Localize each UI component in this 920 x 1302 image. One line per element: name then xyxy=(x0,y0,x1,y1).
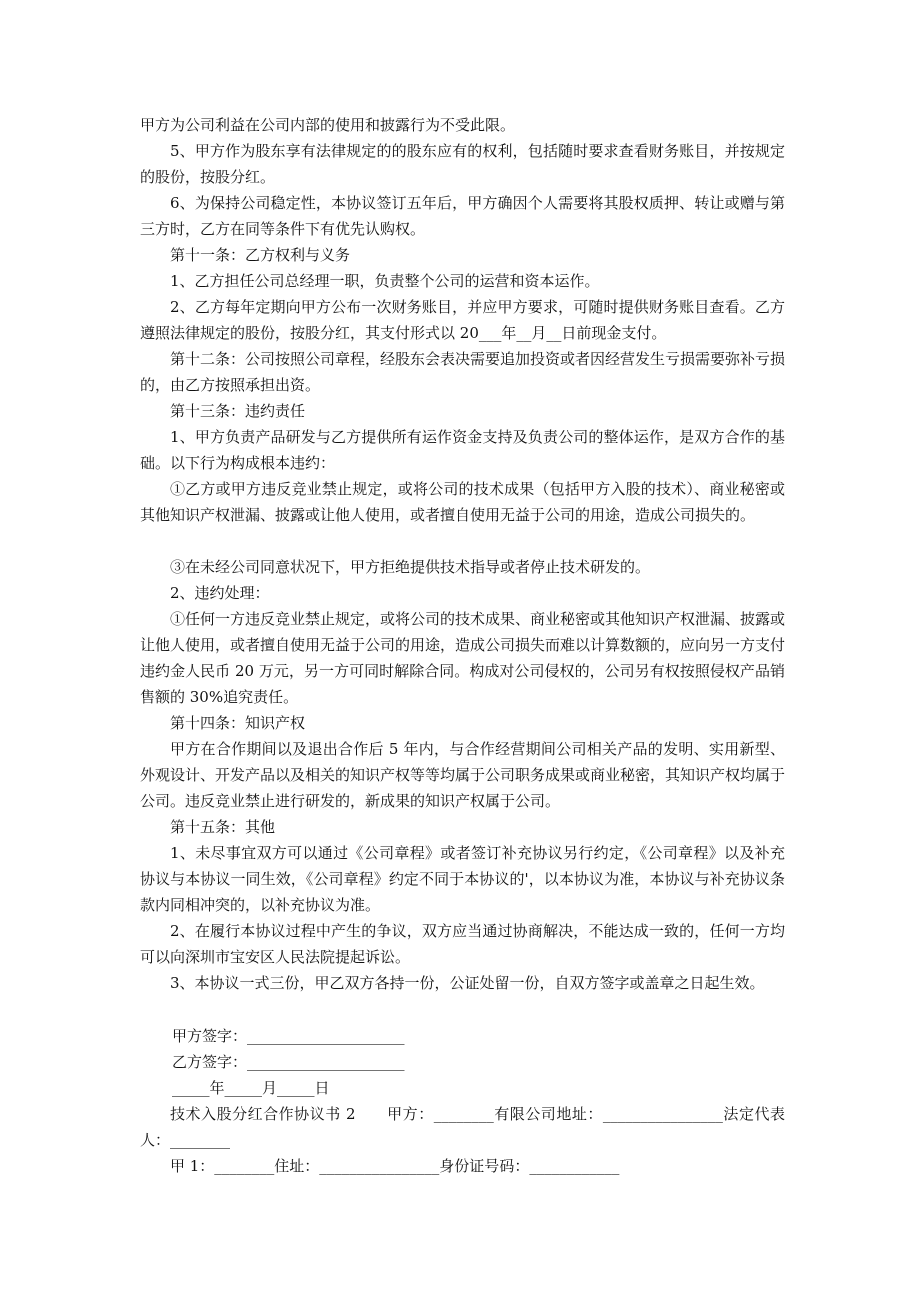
paragraph: ①乙方或甲方违反竞业禁止规定，或将公司的技术成果（包括甲方入股的技术）、商业秘密或其他知识产权泄漏、披露或让他人使用，或者擅自使用无益于公司的用途，造成公司损失的。 xyxy=(140,480,785,524)
paragraph: 2、在履行本协议过程中产生的争议，双方应当通过协商解决，不能达成一致的，任何一方均可以向深圳市宝安区人民法院提起诉讼。 xyxy=(140,922,785,966)
party-a-signature-line: 甲方签字：_____________________ xyxy=(172,1027,405,1045)
paragraph: 甲方为公司利益在公司内部的使用和披露行为不受此限。 xyxy=(140,116,516,134)
paragraph: 2、违约处理： xyxy=(170,584,270,602)
party-b-signature-line: 乙方签字：_____________________ xyxy=(172,1053,405,1071)
paragraph: 1、未尽事宜双方可以通过《公司章程》或者签订补充协议另行约定，《公司章程》以及补充协议与本协议一同生效，《公司章程》约定不同于本协议的'，以本协议为准，本协议与补充协议条款内同相冲突的，以补充协议为准。 xyxy=(140,844,785,914)
paragraph: 第十二条：公司按照公司章程，经股东会表决需要追加投资或者因经营发生亏损需要弥补亏损的，由乙方按照承担出资。 xyxy=(140,350,786,394)
paragraph: ③在未经公司同意状况下，甲方拒绝提供技术指导或者停止技术研发的。 xyxy=(170,558,651,576)
paragraph: ①任何一方违反竞业禁止规定，或将公司的技术成果、商业秘密或其他知识产权泄漏、披露或让他人使用，或者擅自使用无益于公司的用途，造成公司损失而难以计算数额的，应向另一方支付违约金人民币 20 万元，另一方可同时解除合同。构成对公司侵权的，公司另有权按照侵权产品销售额的 30%追究责任。 xyxy=(140,610,786,706)
next-document-heading: 技术入股分红合作协议书 2 甲方：________有限公司地址：________________法定代表人：________ xyxy=(140,1105,785,1149)
paragraph: 1、甲方负责产品研发与乙方提供所有运作资金支持及负责公司的整体运作，是双方合作的基础。以下行为构成根本违约： xyxy=(140,428,785,472)
section-heading: 第十一条：乙方权利与义务 xyxy=(170,246,351,264)
paragraph: 甲方在合作期间以及退出合作后 5 年内，与合作经营期间公司相关产品的发明、实用新型、外观设计、开发产品以及相关的知识产权等等均属于公司职务成果或商业秘密，其知识产权均属于公司。违反竞业禁止进行研发的，新成果的知识产权属于公司。 xyxy=(140,740,786,810)
paragraph: 6、为保持公司稳定性，本协议签订五年后，甲方确因个人需要将其股权质押、转让或赠与第三方时，乙方在同等条件下有优先认购权。 xyxy=(140,194,785,238)
section-heading: 第十三条：违约责任 xyxy=(170,402,306,420)
next-document-party-line: 甲 1：________住址：________________身份证号码：____________ xyxy=(170,1157,620,1175)
paragraph: 1、乙方担任公司总经理一职，负责整个公司的运营和资本运作。 xyxy=(170,272,600,290)
paragraph: 2、乙方每年定期向甲方公布一次财务账目，并应甲方要求，可随时提供财务账目查看。乙方遵照法律规定的股份，按股分红，其支付形式以 20___年__月__日前现金支付。 xyxy=(140,298,785,342)
paragraph: 3、本协议一式三份，甲乙双方各持一份，公证处留一份，自双方签字或盖章之日起生效。 xyxy=(170,974,765,992)
paragraph: 5、甲方作为股东享有法律规定的的股东应有的权利，包括随时要求查看财务账目，并按规定的股份，按股分红。 xyxy=(140,142,785,186)
signature-date-line: _____年_____月_____日 xyxy=(172,1079,330,1097)
section-heading: 第十五条：其他 xyxy=(170,818,276,836)
section-heading: 第十四条：知识产权 xyxy=(170,714,306,732)
